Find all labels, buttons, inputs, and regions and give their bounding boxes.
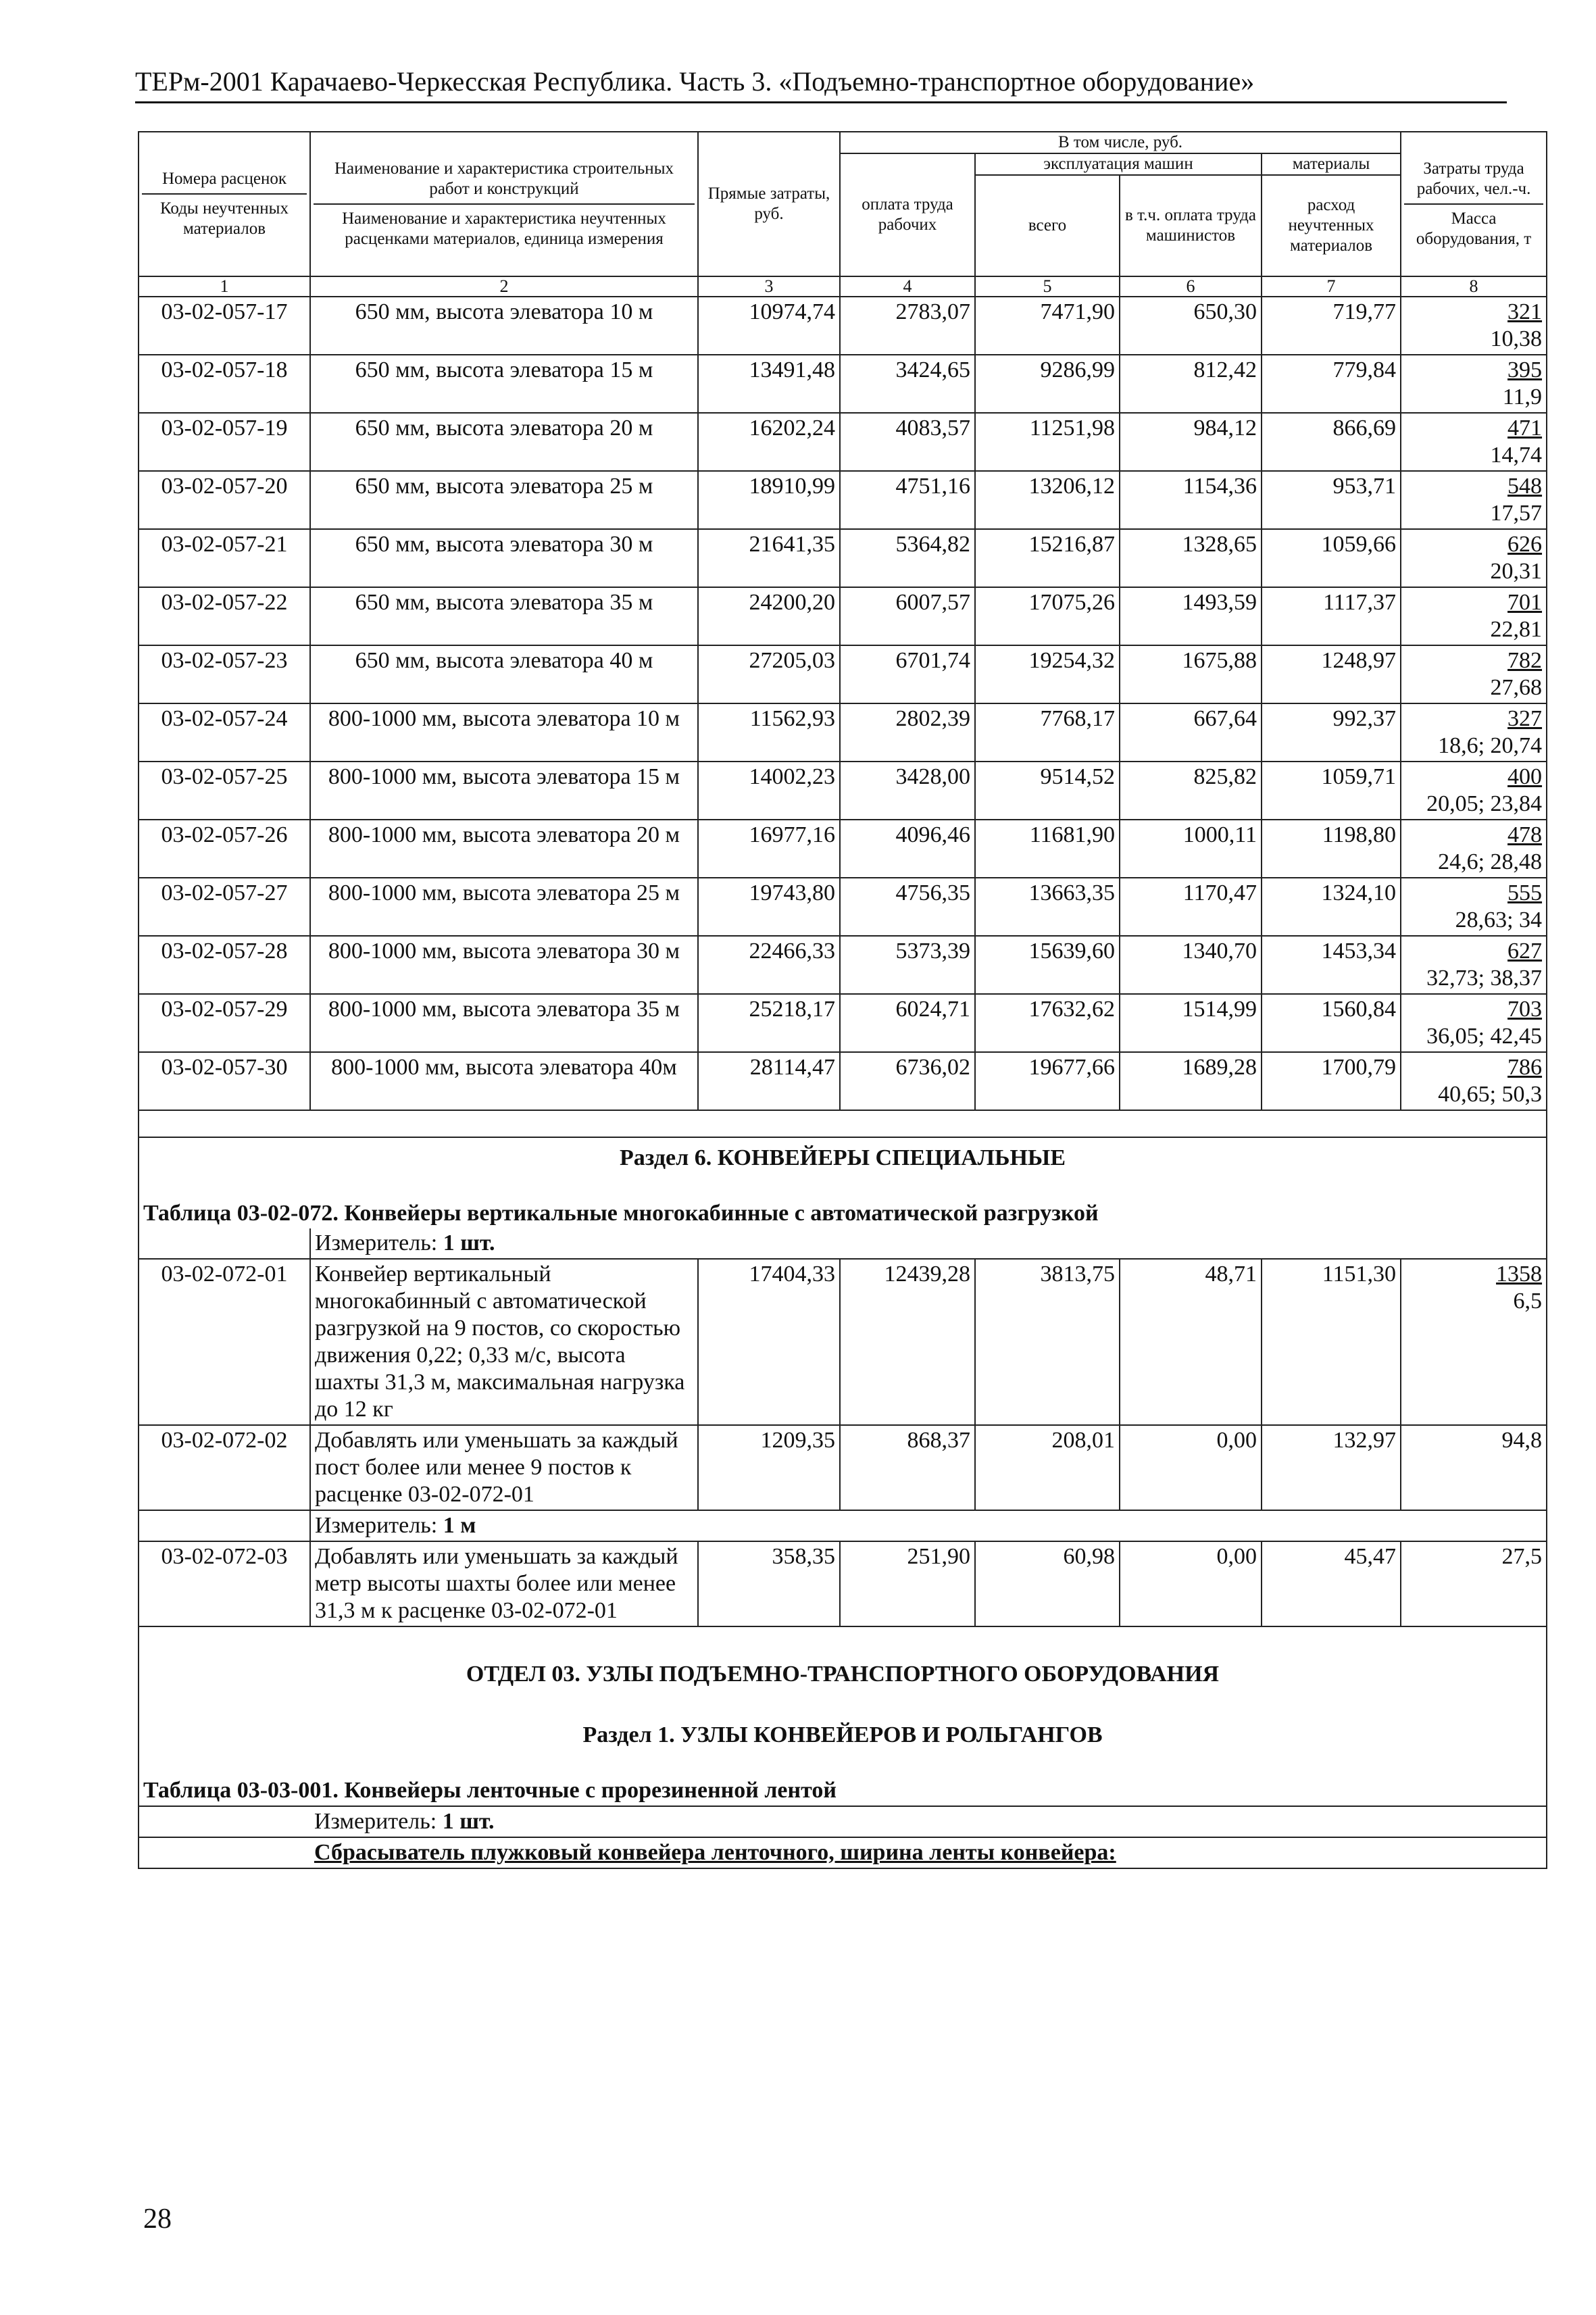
- labor-hours: 94,8: [1501, 1428, 1543, 1453]
- rate-code: 03-02-057-21: [139, 529, 310, 587]
- rate-code: 03-02-057-30: [139, 1052, 310, 1110]
- department-section-title: Раздел 1. УЗЛЫ КОНВЕЙЕРОВ И РОЛЬГАНГОВ: [139, 1701, 1547, 1776]
- operator-wages: 984,12: [1120, 413, 1262, 471]
- section6-title-row: [139, 1137, 1547, 1199]
- direct-costs: 27205,03: [698, 645, 840, 703]
- direct-costs: 18910,99: [698, 471, 840, 529]
- column-number: 2: [310, 276, 698, 297]
- labor-hours: 1358: [1496, 1262, 1543, 1287]
- department-section-row: [139, 1701, 1547, 1776]
- labor-hours: 327: [1507, 706, 1543, 731]
- operator-wages: 1493,59: [1120, 587, 1262, 645]
- table-row: [139, 297, 1547, 355]
- rate-code: 03-02-072-01: [139, 1259, 310, 1425]
- direct-costs: 25218,17: [698, 994, 840, 1052]
- machines-total: 7471,90: [975, 297, 1120, 355]
- rate-name: 800-1000 мм, высота элеватора 15 м: [310, 762, 698, 820]
- labor-hours: 478: [1507, 822, 1543, 847]
- table-row: [139, 471, 1547, 529]
- operator-wages: 0,00: [1120, 1541, 1262, 1626]
- rate-name: Добавлять или уменьшать за каждый метр высоты шахты более или менее 31,3 м к расценке 03-02-072-01: [310, 1541, 698, 1626]
- equipment-mass: 18,6; 20,74: [1438, 733, 1543, 758]
- equipment-mass: 28,63; 34: [1455, 907, 1543, 932]
- machines-total: 11251,98: [975, 413, 1120, 471]
- materials-cost: 992,37: [1262, 703, 1401, 762]
- measure-label: Измеритель:: [315, 1230, 438, 1255]
- equipment-mass: 20,05; 23,84: [1426, 791, 1543, 816]
- materials-cost: 1059,71: [1262, 762, 1401, 820]
- table-row: [139, 762, 1547, 820]
- materials-cost: 1248,97: [1262, 645, 1401, 703]
- direct-costs: 22466,33: [698, 936, 840, 994]
- rate-name: 650 мм, высота элеватора 20 м: [310, 413, 698, 471]
- labor-hours: 27,5: [1501, 1544, 1543, 1569]
- worker-wages: 3424,65: [840, 355, 975, 413]
- column-number: 1: [139, 276, 310, 297]
- rate-name: 650 мм, высота элеватора 35 м: [310, 587, 698, 645]
- table-title: Таблица 03-02-072. Конвейеры вертикальные многокабинные с автоматической разгрузкой: [139, 1199, 1547, 1228]
- materials-cost: 1198,80: [1262, 820, 1401, 878]
- labor-and-mass: [1401, 645, 1547, 703]
- document-header: ТЕРм-2001 Карачаево-Черкесская Республика. Часть 3. «Подъемно-транспортное оборудование»: [135, 66, 1255, 97]
- column-number: 7: [1262, 276, 1401, 297]
- operator-wages: 812,42: [1120, 355, 1262, 413]
- rate-code: 03-02-057-23: [139, 645, 310, 703]
- equipment-mass: 14,74: [1490, 443, 1543, 468]
- col-materials-header: материалы: [1262, 153, 1401, 175]
- labor-and-mass: [1401, 1541, 1547, 1626]
- worker-wages: 6007,57: [840, 587, 975, 645]
- rate-name: 650 мм, высота элеватора 10 м: [310, 297, 698, 355]
- labor-hours: 400: [1507, 764, 1543, 789]
- equipment-mass: 11,9: [1502, 384, 1543, 409]
- equipment-mass: 24,6; 28,48: [1438, 849, 1543, 874]
- equipment-mass: 22,81: [1490, 617, 1543, 642]
- rate-name: 650 мм, высота элеватора 25 м: [310, 471, 698, 529]
- measure-line: [310, 1510, 1547, 1541]
- labor-hours: 701: [1507, 590, 1543, 615]
- rate-code: 03-02-057-29: [139, 994, 310, 1052]
- measure-value: 1 шт.: [443, 1230, 495, 1255]
- measure-value: 1 шт.: [442, 1809, 495, 1834]
- rate-code: 03-02-057-17: [139, 297, 310, 355]
- direct-costs: 358,35: [698, 1541, 840, 1626]
- labor-hours: 627: [1507, 939, 1543, 964]
- department-table-title-row: [139, 1776, 1547, 1806]
- direct-costs: 28114,47: [698, 1052, 840, 1110]
- materials-cost: 1324,10: [1262, 878, 1401, 936]
- table-row: [139, 413, 1547, 471]
- table-row: [139, 529, 1547, 587]
- machines-total: 17632,62: [975, 994, 1120, 1052]
- column-number: 4: [840, 276, 975, 297]
- col-machines-total-header: всего: [975, 175, 1120, 276]
- worker-wages: 3428,00: [840, 762, 975, 820]
- worker-wages: 251,90: [840, 1541, 975, 1626]
- rate-code: 03-02-057-25: [139, 762, 310, 820]
- col-labor-header: [1401, 132, 1547, 276]
- machines-total: 7768,17: [975, 703, 1120, 762]
- machines-total: 19677,66: [975, 1052, 1120, 1110]
- worker-wages: 6736,02: [840, 1052, 975, 1110]
- labor-hours: 782: [1507, 648, 1543, 673]
- rate-name: Добавлять или уменьшать за каждый пост более или менее 9 постов к расценке 03-02-072-01: [310, 1425, 698, 1510]
- labor-hours: 321: [1507, 299, 1543, 324]
- materials-cost: 953,71: [1262, 471, 1401, 529]
- worker-wages: 12439,28: [840, 1259, 975, 1425]
- table-row: [139, 587, 1547, 645]
- operator-wages: 1154,36: [1120, 471, 1262, 529]
- labor-and-mass: [1401, 529, 1547, 587]
- col-codes-header: [139, 132, 310, 276]
- table-row: [139, 703, 1547, 762]
- measure-line: [310, 1806, 1547, 1837]
- measure-label: Измеритель:: [314, 1809, 437, 1834]
- col-material-name-label: Наименование и характеристика неучтенных расценками материалов, единица измерения: [314, 203, 695, 249]
- column-number: 3: [698, 276, 840, 297]
- rate-code: 03-02-057-28: [139, 936, 310, 994]
- labor-and-mass: [1401, 355, 1547, 413]
- rate-code: 03-02-057-20: [139, 471, 310, 529]
- labor-and-mass: [1401, 762, 1547, 820]
- labor-and-mass: [1401, 994, 1547, 1052]
- labor-hours: 703: [1507, 997, 1543, 1022]
- machines-total: 3813,75: [975, 1259, 1120, 1425]
- equipment-mass: 17,57: [1490, 501, 1543, 526]
- machines-total: 9286,99: [975, 355, 1120, 413]
- worker-wages: 5364,82: [840, 529, 975, 587]
- column-numbers-row: [139, 276, 1547, 297]
- direct-costs: 1209,35: [698, 1425, 840, 1510]
- col-labor-label: Затраты труда рабочих, чел.-ч.: [1416, 159, 1531, 198]
- operator-wages: 0,00: [1120, 1425, 1262, 1510]
- rate-code: 03-02-057-18: [139, 355, 310, 413]
- materials-cost: 1700,79: [1262, 1052, 1401, 1110]
- direct-costs: 24200,20: [698, 587, 840, 645]
- direct-costs: 16977,16: [698, 820, 840, 878]
- table-row: [139, 355, 1547, 413]
- equipment-mass: 32,73; 38,37: [1426, 966, 1543, 991]
- rate-name: 650 мм, высота элеватора 40 м: [310, 645, 698, 703]
- equipment-mass: 40,65; 50,3: [1438, 1082, 1543, 1107]
- rate-name: 800-1000 мм, высота элеватора 20 м: [310, 820, 698, 878]
- machines-total: 19254,32: [975, 645, 1120, 703]
- rate-name: 650 мм, высота элеватора 15 м: [310, 355, 698, 413]
- materials-cost: 1117,37: [1262, 587, 1401, 645]
- rate-code: 03-02-072-03: [139, 1541, 310, 1626]
- labor-and-mass: [1401, 587, 1547, 645]
- table-row: [139, 878, 1547, 936]
- col-operator-wages-header: в т.ч. оплата труда машинистов: [1120, 175, 1262, 276]
- blank-spacer-row: [139, 1110, 1547, 1137]
- operator-wages: 1000,11: [1120, 820, 1262, 878]
- worker-wages: 6024,71: [840, 994, 975, 1052]
- table-row: [139, 1052, 1547, 1110]
- col-direct-costs-header: Прямые затраты, руб.: [698, 132, 840, 276]
- blank-spacer: [139, 1110, 1547, 1137]
- rate-name: 800-1000 мм, высота элеватора 30 м: [310, 936, 698, 994]
- col-including-header: В том числе, руб.: [840, 132, 1401, 153]
- rate-code: 03-02-057-19: [139, 413, 310, 471]
- labor-hours: 555: [1507, 880, 1543, 905]
- rate-code: 03-02-057-26: [139, 820, 310, 878]
- machines-total: 15639,60: [975, 936, 1120, 994]
- labor-and-mass: [1401, 936, 1547, 994]
- direct-costs: 16202,24: [698, 413, 840, 471]
- direct-costs: 11562,93: [698, 703, 840, 762]
- table-row: [139, 645, 1547, 703]
- machines-total: 13206,12: [975, 471, 1120, 529]
- direct-costs: 13491,48: [698, 355, 840, 413]
- direct-costs: 14002,23: [698, 762, 840, 820]
- labor-and-mass: [1401, 703, 1547, 762]
- rate-name: 650 мм, высота элеватора 30 м: [310, 529, 698, 587]
- machines-total: 11681,90: [975, 820, 1120, 878]
- rate-name: 800-1000 мм, высота элеватора 35 м: [310, 994, 698, 1052]
- worker-wages: 2783,07: [840, 297, 975, 355]
- rates-rows: [139, 297, 1547, 1110]
- department-subheading-row: [139, 1837, 1547, 1868]
- section6-table-title-row: [139, 1199, 1547, 1228]
- worker-wages: 868,37: [840, 1425, 975, 1510]
- materials-cost: 1059,66: [1262, 529, 1401, 587]
- rate-name: 800-1000 мм, высота элеватора 10 м: [310, 703, 698, 762]
- rate-code: 03-02-057-27: [139, 878, 310, 936]
- equipment-mass: 36,05; 42,45: [1426, 1024, 1543, 1049]
- table-row: [139, 994, 1547, 1052]
- operator-wages: 1328,65: [1120, 529, 1262, 587]
- header-row-1: [139, 132, 1547, 153]
- machines-total: 60,98: [975, 1541, 1120, 1626]
- labor-hours: 395: [1507, 357, 1543, 382]
- worker-wages: 4083,57: [840, 413, 975, 471]
- section-title: Раздел 6. КОНВЕЙЕРЫ СПЕЦИАЛЬНЫЕ: [139, 1137, 1547, 1199]
- table-row: [139, 1259, 1547, 1425]
- col-rate-number-label: Номера расценок: [161, 170, 287, 188]
- labor-and-mass: [1401, 820, 1547, 878]
- labor-hours: 548: [1507, 474, 1543, 499]
- materials-cost: 1453,34: [1262, 936, 1401, 994]
- subheading: Сбрасыватель плужковый конвейера ленточного, ширина ленты конвейера:: [310, 1837, 1547, 1868]
- equipment-mass: 6,5: [1513, 1289, 1543, 1314]
- equipment-mass: 10,38: [1490, 326, 1543, 351]
- rate-name: Конвейер вертикальный многокабинный с автоматической разгрузкой на 9 постов, со скоростью движения 0,22; 0,33 м/с, высота шахты 31,3 м, максимальная нагрузка до 12 кг: [310, 1259, 698, 1425]
- materials-cost: 779,84: [1262, 355, 1401, 413]
- table-row: [139, 820, 1547, 878]
- labor-and-mass: [1401, 1052, 1547, 1110]
- labor-hours: 786: [1507, 1055, 1543, 1080]
- machines-total: 208,01: [975, 1425, 1120, 1510]
- materials-cost: 1151,30: [1262, 1259, 1401, 1425]
- measure-line: [310, 1228, 1547, 1259]
- rate-name: 800-1000 мм, высота элеватора 25 м: [310, 878, 698, 936]
- col-work-name-label: Наименование и характеристика строительных работ и конструкций: [334, 159, 674, 198]
- labor-and-mass: [1401, 1425, 1547, 1510]
- materials-cost: 866,69: [1262, 413, 1401, 471]
- labor-and-mass: [1401, 878, 1547, 936]
- worker-wages: 4751,16: [840, 471, 975, 529]
- rate-code: 03-02-072-02: [139, 1425, 310, 1510]
- page-number: 28: [143, 2204, 172, 2235]
- col-mass-label: Масса оборудования, т: [1404, 203, 1543, 249]
- labor-and-mass: [1401, 471, 1547, 529]
- department-title-row: [139, 1626, 1547, 1701]
- operator-wages: 650,30: [1120, 297, 1262, 355]
- col-machines-header: эксплуатация машин: [975, 153, 1262, 175]
- measure-value: 1 м: [443, 1513, 476, 1538]
- operator-wages: 667,64: [1120, 703, 1262, 762]
- materials-cost: 719,77: [1262, 297, 1401, 355]
- operator-wages: 1340,70: [1120, 936, 1262, 994]
- section6-rows-2: [139, 1541, 1547, 1626]
- materials-cost: 1560,84: [1262, 994, 1401, 1052]
- col-unaccounted-materials-header: расход неучтенных материалов: [1262, 175, 1401, 276]
- table-row: [139, 1425, 1547, 1510]
- operator-wages: 1689,28: [1120, 1052, 1262, 1110]
- machines-total: 17075,26: [975, 587, 1120, 645]
- section6-rows: [139, 1259, 1547, 1510]
- header-rule: [135, 101, 1507, 103]
- direct-costs: 21641,35: [698, 529, 840, 587]
- department-title: ОТДЕЛ 03. УЗЛЫ ПОДЪЕМНО-ТРАНСПОРТНОГО ОБОРУДОВАНИЯ: [139, 1626, 1547, 1701]
- col-name-header: [310, 132, 698, 276]
- rate-name: 800-1000 мм, высота элеватора 40м: [310, 1052, 698, 1110]
- section6-measure-row: [139, 1228, 1547, 1259]
- section6-measure2-row: [139, 1510, 1547, 1541]
- rates-table: [138, 131, 1547, 1869]
- labor-and-mass: [1401, 1259, 1547, 1425]
- operator-wages: 1675,88: [1120, 645, 1262, 703]
- labor-hours: 471: [1507, 416, 1543, 441]
- direct-costs: 19743,80: [698, 878, 840, 936]
- machines-total: 13663,35: [975, 878, 1120, 936]
- rate-code: 03-02-057-22: [139, 587, 310, 645]
- labor-hours: 626: [1507, 532, 1543, 557]
- direct-costs: 10974,74: [698, 297, 840, 355]
- equipment-mass: 20,31: [1490, 559, 1543, 584]
- worker-wages: 4096,46: [840, 820, 975, 878]
- machines-total: 15216,87: [975, 529, 1120, 587]
- table-row: [139, 936, 1547, 994]
- operator-wages: 48,71: [1120, 1259, 1262, 1425]
- rate-code: 03-02-057-24: [139, 703, 310, 762]
- worker-wages: 2802,39: [840, 703, 975, 762]
- operator-wages: 1514,99: [1120, 994, 1262, 1052]
- labor-and-mass: [1401, 297, 1547, 355]
- operator-wages: 1170,47: [1120, 878, 1262, 936]
- equipment-mass: 27,68: [1490, 675, 1543, 700]
- column-number: 6: [1120, 276, 1262, 297]
- col-wages-header: оплата труда рабочих: [840, 153, 975, 276]
- department-measure-row: [139, 1806, 1547, 1837]
- materials-cost: 132,97: [1262, 1425, 1401, 1510]
- worker-wages: 5373,39: [840, 936, 975, 994]
- operator-wages: 825,82: [1120, 762, 1262, 820]
- table-title: Таблица 03-03-001. Конвейеры ленточные с прорезиненной лентой: [139, 1776, 1547, 1806]
- col-material-code-label: Коды неучтенных материалов: [142, 193, 307, 239]
- column-number: 8: [1401, 276, 1547, 297]
- machines-total: 9514,52: [975, 762, 1120, 820]
- measure-label: Измеритель:: [315, 1513, 438, 1538]
- table-row: [139, 1541, 1547, 1626]
- direct-costs: 17404,33: [698, 1259, 840, 1425]
- worker-wages: 6701,74: [840, 645, 975, 703]
- column-number: 5: [975, 276, 1120, 297]
- labor-and-mass: [1401, 413, 1547, 471]
- materials-cost: 45,47: [1262, 1541, 1401, 1626]
- worker-wages: 4756,35: [840, 878, 975, 936]
